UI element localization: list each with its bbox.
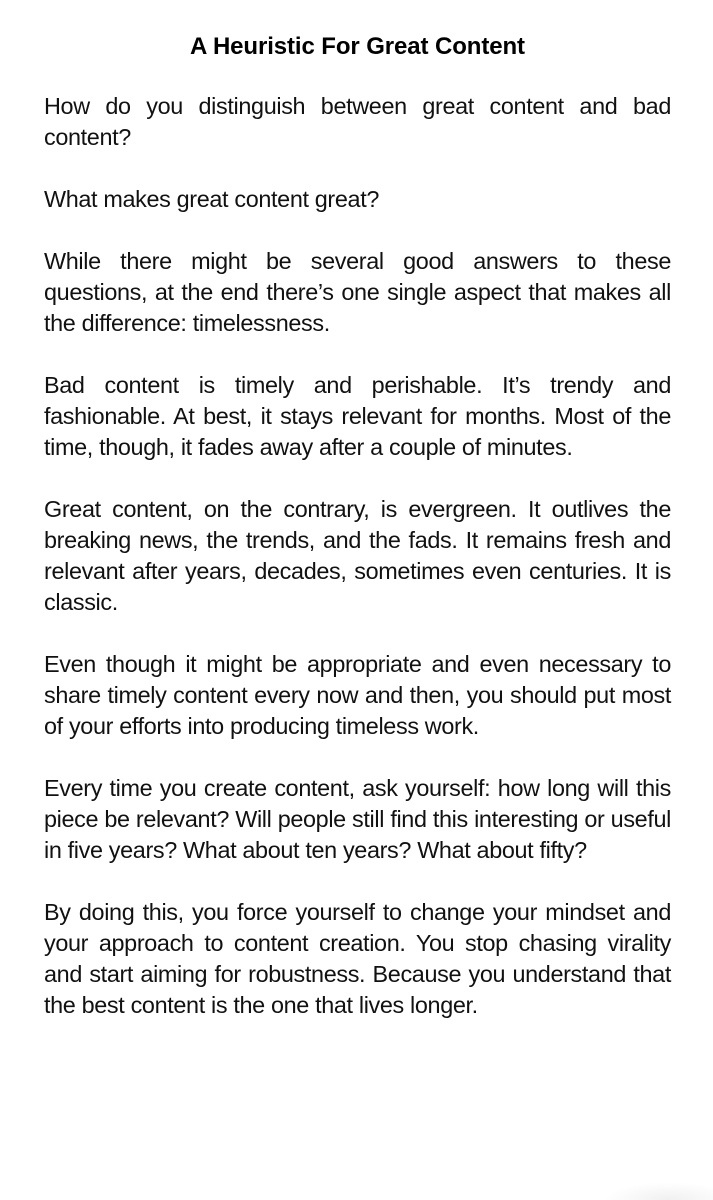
corner-shadow (603, 1182, 713, 1200)
paragraph-great-content: Great content, on the contrary, is evergreen. It outlives the breaking news, the trends, and the fads. It remains fresh and relevant after years, decades, sometimes even centuries. It is classic. (44, 496, 671, 615)
paragraph-ask-yourself: Every time you create content, ask yourself: how long will this piece be relevant? Will people still find this interesting or useful in five years? What about ten years? What about fifty? (44, 775, 671, 863)
paragraph-timely-vs-timeless: Even though it might be appropriate and even necessary to share timely content every now and then, you should put most of your efforts into producing timeless work. (44, 651, 671, 739)
paragraph-question-distinguish: How do you distinguish between great content and bad content? (44, 93, 671, 150)
document-title: A Heuristic For Great Content (190, 33, 525, 60)
paragraph-bad-content: Bad content is timely and perishable. It’s trendy and fashionable. At best, it stays relevant for months. Most of the time, though, it fades away after a couple of minutes. (44, 372, 671, 460)
document-page (44, 30, 671, 1052)
paragraph-timelessness: While there might be several good answers to these questions, at the end there’s one single aspect that makes all the difference: timelessness. (44, 248, 671, 336)
paragraph-conclusion: By doing this, you force yourself to change your mindset and your approach to content creation. You stop chasing virality and start aiming for robustness. Because you understand that the best content is the one that lives longer. (44, 899, 671, 1018)
paragraph-question-great: What makes great content great? (44, 186, 379, 212)
